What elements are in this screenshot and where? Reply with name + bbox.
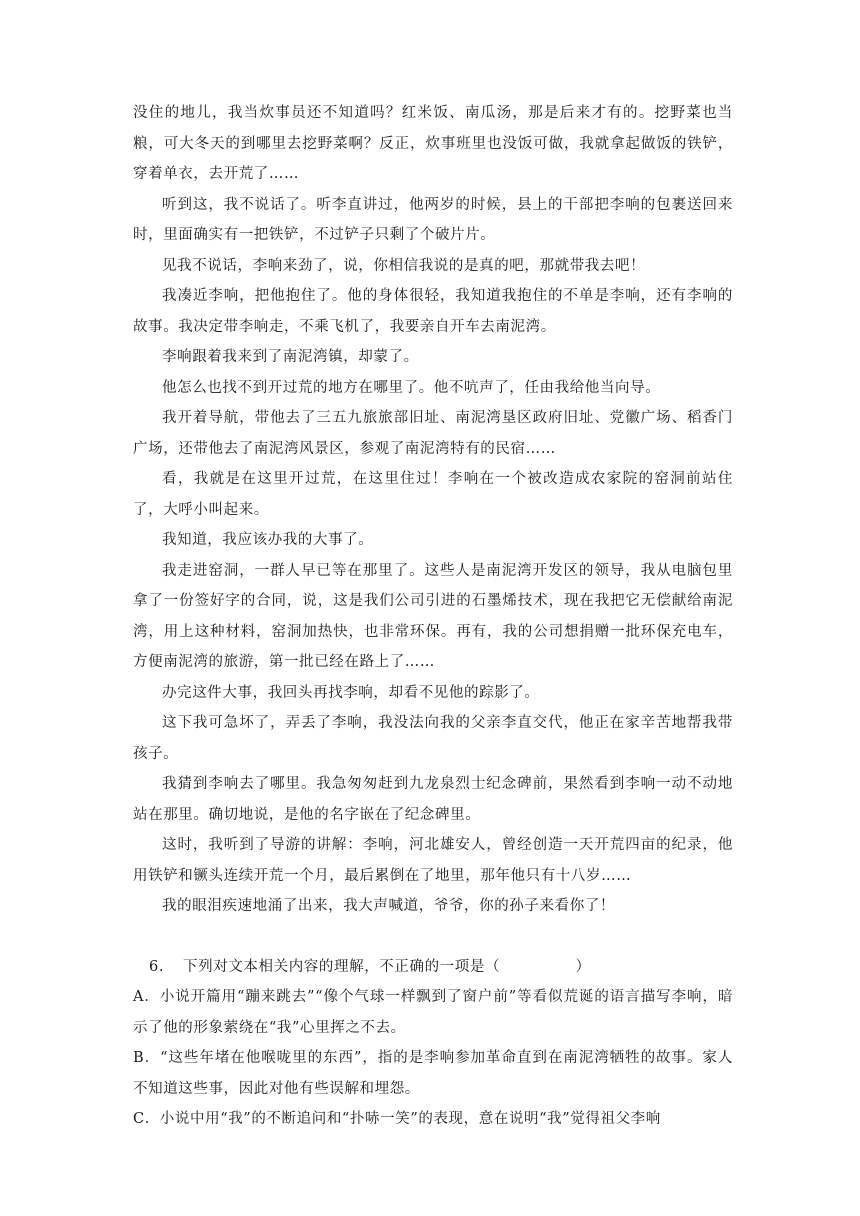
paragraph: 我开着导航，带他去了三五九旅旅部旧址、南泥湾垦区政府旧址、党徽广场、稻香门广场，还带他去了南泥湾风景区，参观了南泥湾特有的民宿……: [133, 410, 733, 457]
question-stem: [133, 952, 733, 983]
question-text: 下列对文本相关内容的理解，不正确的一项是（ ）: [183, 958, 591, 975]
paragraph: 听到这，我不说话了。听李直讲过，他两岁的时候，县上的干部把李响的包裹送回来时，里面确实有一把铁铲，不过铲子只剩了个破片片。: [133, 196, 733, 243]
paragraph: 他怎么也找不到开过荒的地方在哪里了。他不吭声了，任由我给他当向导。: [162, 379, 661, 396]
paragraph: 李响跟着我来到了南泥湾镇，却蒙了。: [162, 349, 419, 365]
option-b: B．“这些年堵在他喉咙里的东西”，指的是李响参加革命直到在南泥湾牺牲的故事。家人不知道这些事，因此对他有些误解和埋怨。: [133, 1050, 733, 1097]
paragraph: 办完这件大事，我回头再找李响，却看不见他的踪影了。: [162, 684, 540, 701]
paragraph: 我走进窑洞，一群人早已等在那里了。这些人是南泥湾开发区的领导，我从电脑包里拿了一份签好字的合同，说，这是我们公司引进的石墨烯技术，现在我把它无偿献给南泥湾，用上这种材料，窑洞加热快，也非常环保。再有，我的公司想捐赠一批环保充电车，方便南泥湾的旅游，第一批已经在路上了……: [133, 562, 733, 670]
option-c: C．小说中用“我”的不断追问和“扑哧一笑”的表现，意在说明“我”觉得祖父李响: [133, 1111, 661, 1127]
paragraph: 见我不说话，李响来劲了，说，你相信我说的是真的吧，那就带我去吧！: [162, 257, 646, 274]
paragraph: 我凑近李响，把他抱住了。他的身体很轻，我知道我抱住的不单是李响，还有李响的故事。我决定带李响走，不乘飞机了，我要亲自开车去南泥湾。: [133, 288, 733, 335]
paragraph: 这时，我听到了导游的讲解：李响，河北雄安人，曾经创造一天开荒四亩的纪录，他用铁铲和镢头连续开荒一个月，最后累倒在了地里，那年他只有十八岁……: [133, 837, 733, 884]
paragraph: 这下我可急坏了，弄丢了李响，我没法向我的父亲李直交代，他正在家辛苦地帮我带孩子。: [133, 715, 733, 762]
paragraph: 我知道，我应该办我的大事了。: [162, 532, 374, 548]
passage-content: [133, 98, 733, 1135]
paragraph: 我的眼泪疾速地涌了出来，我大声喊道，爷爷，你的孙子来看你了！: [162, 898, 615, 914]
section-gap: [133, 922, 733, 952]
paragraph: 看，我就是在这里开过荒，在这里住过！李响在一个被改造成农家院的窑洞前站住了，大呼小叫起来。: [133, 471, 733, 518]
paragraph: 我猜到李响去了哪里。我急匆匆赶到九龙泉烈士纪念碑前，果然看到李响一动不动地站在那里。确切地说，是他的名字嵌在了纪念碑里。: [133, 776, 733, 823]
option-a: A．小说开篇用“蹦来跳去”“像个气球一样飘到了窗户前”等看似荒诞的语言描写李响，暗示了他的形象萦绕在“我”心里挥之不去。: [133, 989, 733, 1036]
paragraph-continued: 没住的地儿，我当炊事员还不知道吗？红米饭、南瓜汤，那是后来才有的。挖野菜也当粮，可大冬天的到哪里去挖野菜啊？反正，炊事班里也没饭可做，我就拿起做饭的铁铲，穿着单衣，去开荒了……: [133, 105, 733, 182]
question-number: 6.: [149, 958, 165, 975]
